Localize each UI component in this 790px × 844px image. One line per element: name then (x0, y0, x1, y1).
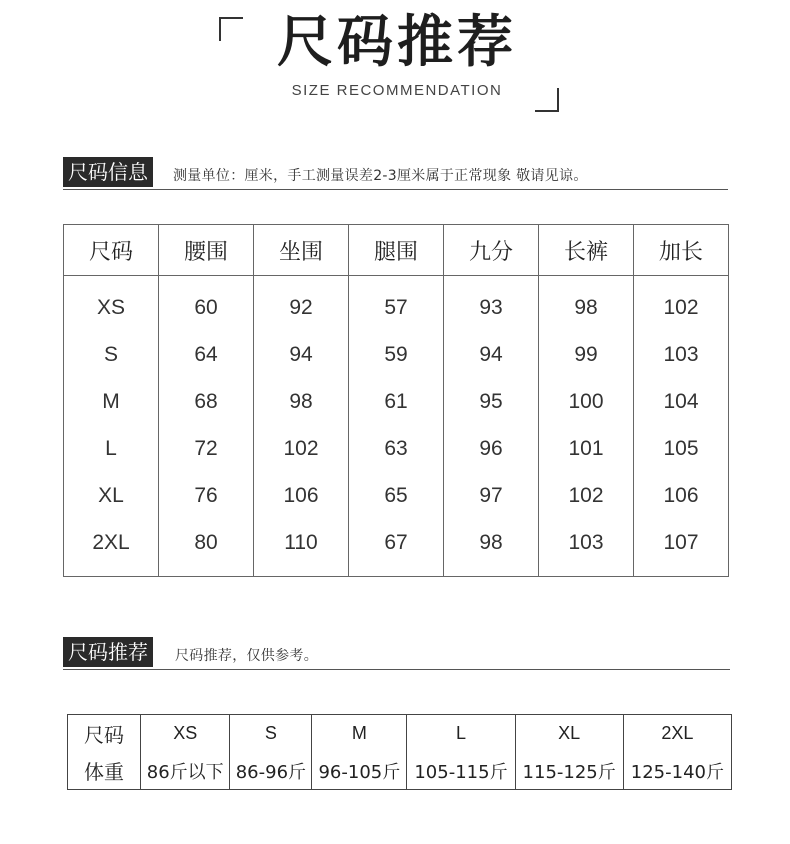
table-row (64, 519, 729, 577)
measurement-cell: 107 (634, 519, 729, 577)
measurement-cell: 67 (349, 519, 444, 577)
size-name-cell: L (64, 425, 159, 472)
measurement-cell: 63 (349, 425, 444, 472)
size-recommend-table (67, 714, 732, 790)
weight-cell: 115-125斤 (515, 752, 623, 790)
size-info-rule (63, 189, 728, 190)
size-cell: L (407, 715, 515, 753)
measurement-cell: 59 (349, 331, 444, 378)
measurement-cell: 57 (349, 276, 444, 332)
size-chart-table (63, 224, 729, 577)
weight-row-label: 体重 (68, 752, 141, 790)
weight-cell: 96-105斤 (312, 752, 407, 790)
size-recommend-tag: 尺码推荐 (63, 637, 153, 667)
size-cell: S (230, 715, 312, 753)
measurement-cell: 97 (444, 472, 539, 519)
column-header: 长裤 (539, 225, 634, 276)
table-row (64, 276, 729, 332)
size-cell: 2XL (623, 715, 731, 753)
page-subtitle: SIZE RECOMMENDATION (291, 82, 503, 99)
measurement-cell: 102 (634, 276, 729, 332)
measurement-cell: 98 (444, 519, 539, 577)
measurement-cell: 103 (634, 331, 729, 378)
size-name-cell: XS (64, 276, 159, 332)
measurement-cell: 68 (159, 378, 254, 425)
measurement-cell: 101 (539, 425, 634, 472)
weight-cell: 86-96斤 (230, 752, 312, 790)
column-header: 腿围 (349, 225, 444, 276)
column-header: 腰围 (159, 225, 254, 276)
size-cell: M (312, 715, 407, 753)
table-header-row (64, 225, 729, 276)
table-row (64, 331, 729, 378)
measurement-cell: 106 (634, 472, 729, 519)
size-recommend-note: 尺码推荐，仅供参考。 (175, 648, 318, 664)
measurement-cell: 80 (159, 519, 254, 577)
column-header: 坐围 (254, 225, 349, 276)
measurement-cell: 65 (349, 472, 444, 519)
measurement-cell: 61 (349, 378, 444, 425)
table-row (64, 425, 729, 472)
size-info-tag: 尺码信息 (63, 157, 153, 187)
measurement-cell: 60 (159, 276, 254, 332)
size-row-label: 尺码 (68, 715, 141, 753)
column-header: 九分 (444, 225, 539, 276)
table-row (64, 472, 729, 519)
measurement-cell: 72 (159, 425, 254, 472)
measurement-cell: 95 (444, 378, 539, 425)
weight-row (68, 752, 732, 790)
size-name-cell: 2XL (64, 519, 159, 577)
table-row (64, 378, 729, 425)
measurement-cell: 98 (539, 276, 634, 332)
size-name-cell: M (64, 378, 159, 425)
size-name-cell: S (64, 331, 159, 378)
size-row (68, 715, 732, 753)
measurement-cell: 94 (444, 331, 539, 378)
size-info-note: 测量单位：厘米，手工测量误差2-3厘米属于正常现象 敬请见谅。 (173, 168, 588, 184)
measurement-cell: 94 (254, 331, 349, 378)
size-recommend-rule (63, 669, 730, 670)
weight-cell: 86斤以下 (141, 752, 230, 790)
measurement-cell: 99 (539, 331, 634, 378)
measurement-cell: 103 (539, 519, 634, 577)
page-title: 尺码推荐 (277, 10, 517, 75)
size-name-cell: XL (64, 472, 159, 519)
column-header: 加长 (634, 225, 729, 276)
column-header: 尺码 (64, 225, 159, 276)
measurement-cell: 64 (159, 331, 254, 378)
size-cell: XS (141, 715, 230, 753)
size-chart-body (64, 276, 729, 577)
measurement-cell: 93 (444, 276, 539, 332)
weight-cell: 105-115斤 (407, 752, 515, 790)
size-cell: XL (515, 715, 623, 753)
weight-cell: 125-140斤 (623, 752, 731, 790)
measurement-cell: 105 (634, 425, 729, 472)
measurement-cell: 76 (159, 472, 254, 519)
measurement-cell: 92 (254, 276, 349, 332)
measurement-cell: 110 (254, 519, 349, 577)
measurement-cell: 96 (444, 425, 539, 472)
measurement-cell: 102 (539, 472, 634, 519)
measurement-cell: 100 (539, 378, 634, 425)
measurement-cell: 104 (634, 378, 729, 425)
measurement-cell: 98 (254, 378, 349, 425)
measurement-cell: 102 (254, 425, 349, 472)
measurement-cell: 106 (254, 472, 349, 519)
